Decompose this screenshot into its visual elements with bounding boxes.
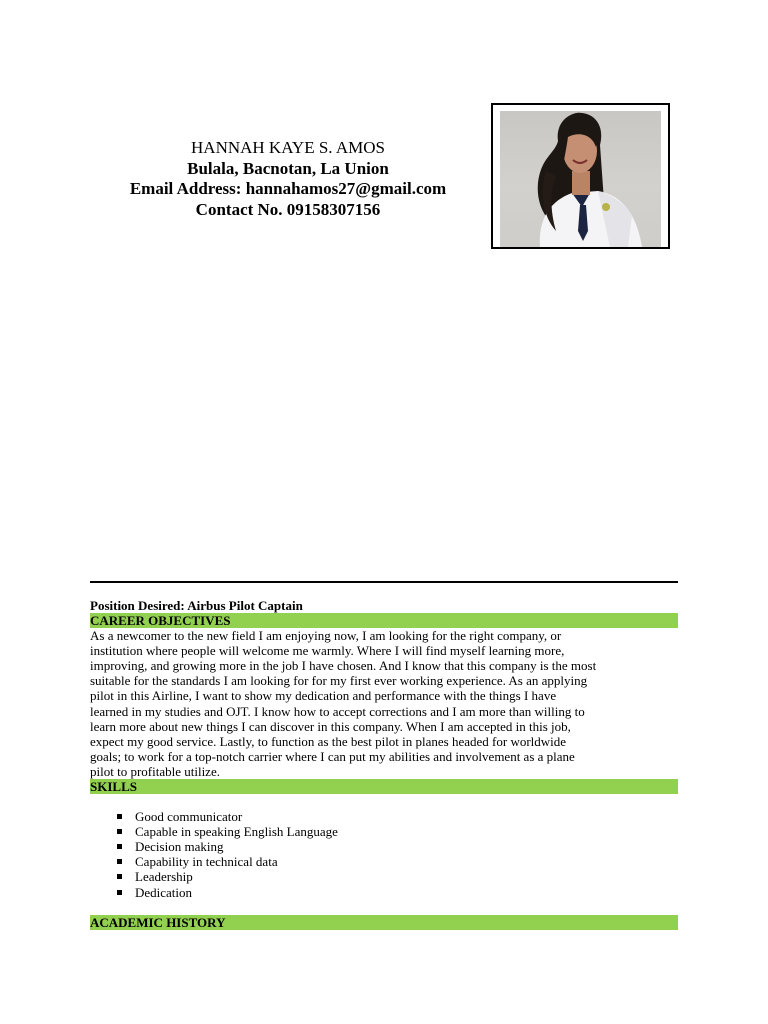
resume-header [96, 138, 480, 220]
section-heading-academic-history: ACADEMIC HISTORY [90, 915, 678, 930]
objective-line: improving, and growing more in the job I have chosen. And I know that this company is the most [90, 658, 597, 674]
section-heading-skills: SKILLS [90, 779, 678, 794]
section-heading-career-objectives: CAREER OBJECTIVES [90, 613, 678, 628]
skill-item: Decision making [90, 839, 678, 854]
profile-photo-frame [491, 103, 670, 249]
objective-line: As a newcomer to the new field I am enjoying now, I am looking for the right company, or [90, 628, 562, 644]
objective-line: learn more about new things I can discover in this company. When I am accepted in this job, [90, 718, 571, 734]
objective-line: expect my good service. Lastly, to function as the best pilot in planes headed for worldwide [90, 733, 567, 749]
portrait-illustration [500, 111, 661, 247]
applicant-email: Email Address: hannahamos27@gmail.com [129, 179, 447, 198]
objective-line: learned in my studies and OJT. I know how to accept corrections and I am more than willing to [90, 703, 585, 719]
header-divider [90, 581, 678, 583]
objective-line: pilot in this Airline, I want to show my dedication and performance with the things I have [90, 688, 557, 704]
applicant-contact: Contact No. 09158307156 [195, 199, 381, 219]
career-objectives-text [90, 628, 678, 779]
skills-list [90, 809, 678, 900]
objective-line: pilot to profitable utilize. [90, 763, 220, 779]
skill-item: Capable in speaking English Language [90, 824, 678, 839]
applicant-address: Bulala, Bacnotan, La Union [187, 158, 389, 178]
objective-line: suitable for the standards I am looking for for my first ever working experience. As an applying [90, 673, 588, 689]
applicant-name: HANNAH KAYE S. AMOS [191, 138, 385, 157]
objective-line: goals; to work for a top-notch carrier where I can put my abilities and involvement as a plane [90, 748, 575, 764]
skill-item: Good communicator [90, 809, 678, 824]
position-desired: Position Desired: Airbus Pilot Captain [90, 598, 303, 613]
skill-item: Leadership [90, 869, 678, 884]
section-spacer [90, 900, 678, 915]
profile-photo [500, 111, 661, 247]
objective-line: institution where people will welcome me warmly. Where I will find myself learning more, [90, 643, 565, 659]
resume-body [90, 598, 678, 930]
skill-item: Dedication [90, 885, 678, 900]
skill-item: Capability in technical data [90, 854, 678, 869]
